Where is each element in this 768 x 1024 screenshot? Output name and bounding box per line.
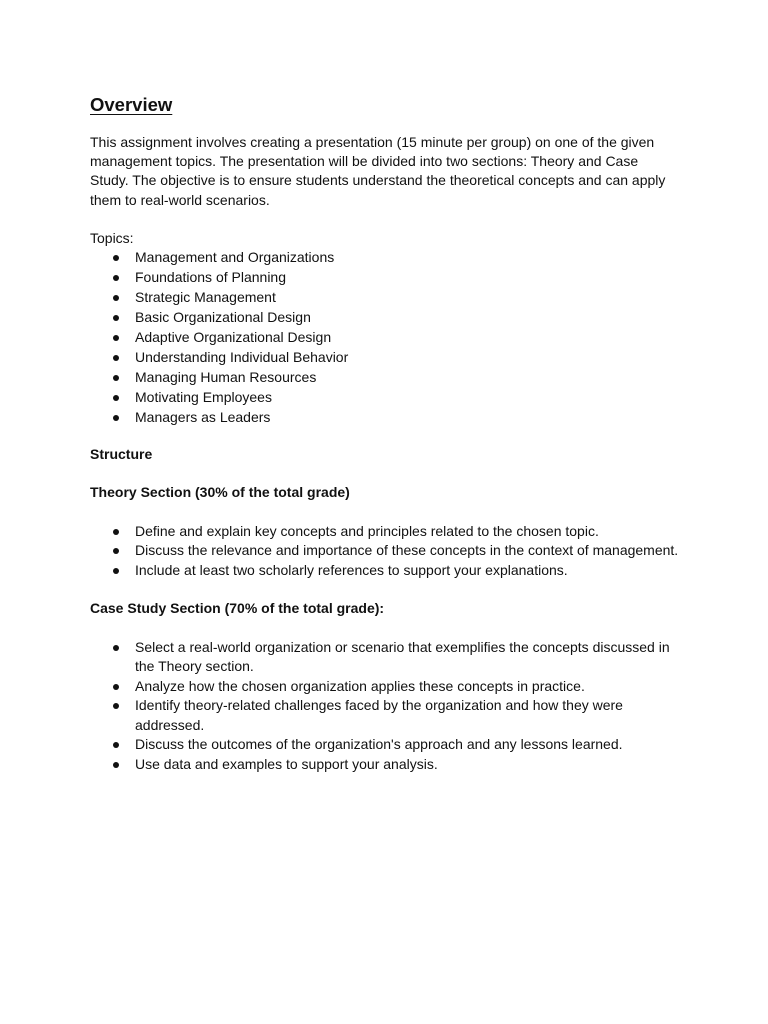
list-item bbox=[90, 328, 680, 347]
bullet-icon bbox=[113, 703, 119, 709]
bullet-icon bbox=[113, 295, 119, 301]
theory-text: Discuss the relevance and importance of these concepts in the context of management. bbox=[135, 542, 679, 559]
topic-text: Motivating Employees bbox=[135, 389, 272, 406]
case-study-text: Use data and examples to support your analysis. bbox=[135, 756, 438, 773]
theory-list bbox=[90, 522, 680, 581]
list-item bbox=[90, 696, 680, 734]
list-item bbox=[90, 268, 680, 287]
bullet-icon bbox=[113, 548, 119, 554]
intro-paragraph: This assignment involves creating a presentation (15 minute per group) on one of the given management topics. The presentation will be divided into two sections: Theory and Case Study. The objective is to ensure students understand the theoretical concepts and can apply them to real-world scenarios. bbox=[90, 134, 666, 208]
structure-heading: Structure bbox=[90, 446, 153, 463]
overview-heading: Overview bbox=[90, 94, 173, 115]
bullet-icon bbox=[113, 684, 119, 690]
bullet-icon bbox=[113, 355, 119, 361]
list-item bbox=[90, 288, 680, 307]
theory-text: Define and explain key concepts and principles related to the chosen topic. bbox=[135, 522, 599, 539]
list-item bbox=[90, 677, 680, 696]
case-study-list bbox=[90, 638, 680, 775]
topic-text: Managing Human Resources bbox=[135, 369, 317, 386]
topic-text: Adaptive Organizational Design bbox=[135, 329, 332, 346]
list-item bbox=[90, 248, 680, 267]
case-study-text: Analyze how the chosen organization applies these concepts in practice. bbox=[135, 677, 585, 694]
list-item bbox=[90, 735, 680, 754]
topic-text: Management and Organizations bbox=[135, 249, 335, 266]
topic-text: Understanding Individual Behavior bbox=[135, 349, 349, 366]
list-item bbox=[90, 408, 680, 427]
case-study-text: Identify theory-related challenges faced by the organization and how they were addressed. bbox=[135, 697, 623, 733]
bullet-icon bbox=[113, 315, 119, 321]
topic-text: Basic Organizational Design bbox=[135, 309, 311, 326]
list-item bbox=[90, 348, 680, 367]
topics-list bbox=[90, 248, 680, 427]
bullet-icon bbox=[113, 415, 119, 421]
bullet-icon bbox=[113, 568, 119, 574]
list-item bbox=[90, 755, 680, 774]
list-item bbox=[90, 368, 680, 387]
bullet-icon bbox=[113, 645, 119, 651]
bullet-icon bbox=[113, 742, 119, 748]
list-item bbox=[90, 541, 680, 560]
list-item bbox=[90, 388, 680, 407]
bullet-icon bbox=[113, 395, 119, 401]
bullet-icon bbox=[113, 335, 119, 341]
case-study-heading: Case Study Section (70% of the total grade): bbox=[90, 600, 385, 617]
theory-text: Include at least two scholarly references to support your explanations. bbox=[135, 562, 568, 579]
bullet-icon bbox=[113, 375, 119, 381]
list-item bbox=[90, 561, 680, 580]
topic-text: Managers as Leaders bbox=[135, 409, 271, 426]
case-study-text: Select a real-world organization or scenario that exemplifies the concepts discussed in the Theory section. bbox=[135, 638, 670, 674]
list-item bbox=[90, 638, 680, 676]
list-item bbox=[90, 522, 680, 541]
case-study-text: Discuss the outcomes of the organization's approach and any lessons learned. bbox=[135, 736, 623, 753]
theory-heading: Theory Section (30% of the total grade) bbox=[90, 484, 350, 501]
list-item bbox=[90, 308, 680, 327]
topic-text: Strategic Management bbox=[135, 289, 276, 306]
topics-label: Topics: bbox=[90, 229, 134, 246]
bullet-icon bbox=[113, 529, 119, 535]
topic-text: Foundations of Planning bbox=[135, 269, 286, 286]
document-page bbox=[90, 92, 680, 775]
bullet-icon bbox=[113, 275, 119, 281]
bullet-icon bbox=[113, 255, 119, 261]
bullet-icon bbox=[113, 762, 119, 768]
